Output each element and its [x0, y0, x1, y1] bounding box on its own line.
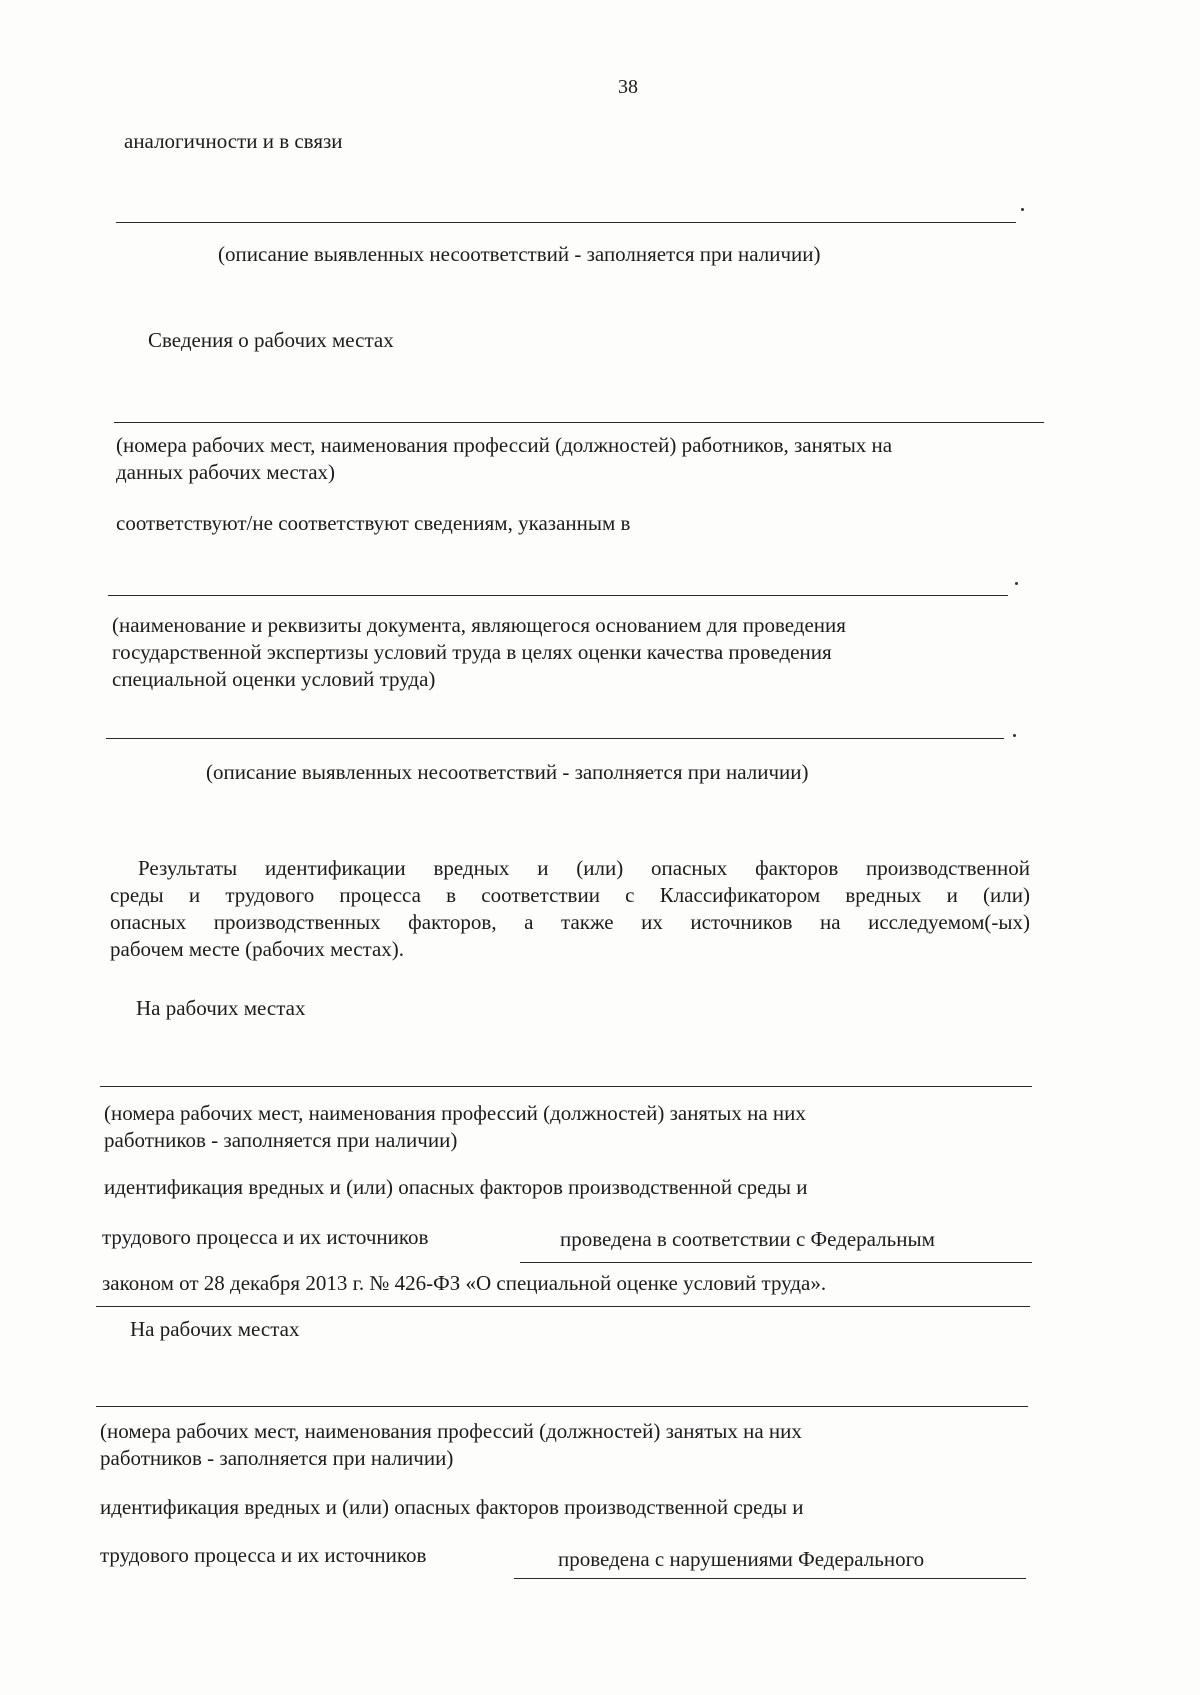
- heading-line: опасных производственных факторов, а также их источников на исследуемом(-ых): [110, 910, 1030, 934]
- page-number: 38: [618, 76, 638, 98]
- section1-intro: аналогичности и в связи: [124, 129, 343, 153]
- section2-doc-caption: [112, 612, 1012, 693]
- caption-line: (номера рабочих мест, наименования профессий (должностей) занятых на них: [104, 1101, 806, 1125]
- line-end-dot: [1015, 582, 1018, 585]
- caption-line: работников - заполняется при наличии): [104, 1128, 458, 1152]
- block-a-intro: На рабочих местах: [136, 996, 306, 1020]
- section2-doc-blank-line: [108, 595, 1008, 596]
- section2-blank-line-2: [106, 738, 1004, 739]
- block-a-line1: идентификация вредных и (или) опасных факторов производственной среды и: [104, 1175, 808, 1199]
- line-end-dot: [1021, 208, 1024, 211]
- block-b-underline-right: [514, 1578, 1026, 1579]
- section2-caption: [116, 432, 1046, 486]
- heading-line: Результаты идентификации вредных и (или) опасных факторов производственной: [138, 856, 1030, 880]
- caption-line: государственной экспертизы условий труда в целях оценки качества проведения: [112, 640, 832, 664]
- caption-line: работников - заполняется при наличии): [100, 1446, 454, 1470]
- block-a-line3: законом от 28 декабря 2013 г. № 426-ФЗ «О специальной оценке условий труда».: [102, 1271, 827, 1295]
- block-b-line1: идентификация вредных и (или) опасных факторов производственной среды и: [100, 1495, 804, 1519]
- block-a-underline-right: [520, 1262, 1032, 1263]
- block-a-caption: [104, 1100, 1004, 1154]
- caption-line: (номера рабочих мест, наименования профессий (должностей) занятых на них: [100, 1419, 802, 1443]
- block-b-line2-left: трудового процесса и их источников: [100, 1543, 427, 1567]
- heading-line: рабочем месте (рабочих местах).: [110, 937, 405, 961]
- block-a-line2-left: трудового процесса и их источников: [102, 1225, 429, 1249]
- block-b-line2-right: проведена с нарушениями Федерального: [558, 1547, 925, 1571]
- block-b-intro: На рабочих местах: [130, 1317, 300, 1341]
- section2-blank-line: [114, 422, 1044, 423]
- section3-heading: [110, 855, 1030, 963]
- section1-caption: (описание выявленных несоответствий - заполняется при наличии): [218, 242, 821, 266]
- block-b-blank-line: [96, 1406, 1028, 1407]
- block-a-line2-right: проведена в соответствии с Федеральным: [560, 1227, 935, 1251]
- block-a-underline-full: [96, 1306, 1030, 1307]
- section2-caption-2: (описание выявленных несоответствий - заполняется при наличии): [206, 760, 809, 784]
- block-b-caption: [100, 1418, 1000, 1472]
- section1-blank-line: [116, 222, 1016, 223]
- section2-statement: соответствуют/не соответствуют сведениям, указанным в: [116, 511, 631, 535]
- caption-line: (наименование и реквизиты документа, являющегося основанием для проведения: [112, 613, 846, 637]
- caption-line: данных рабочих местах): [116, 460, 336, 484]
- caption-line: (номера рабочих мест, наименования профессий (должностей) работников, занятых на: [116, 433, 893, 457]
- block-a-blank-line: [100, 1086, 1032, 1087]
- heading-line: среды и трудового процесса в соответствии с Классификатором вредных и (или): [110, 883, 1030, 907]
- section2-intro: Сведения о рабочих местах: [148, 328, 394, 352]
- line-end-dot: [1013, 734, 1016, 737]
- caption-line: специальной оценки условий труда): [112, 667, 436, 691]
